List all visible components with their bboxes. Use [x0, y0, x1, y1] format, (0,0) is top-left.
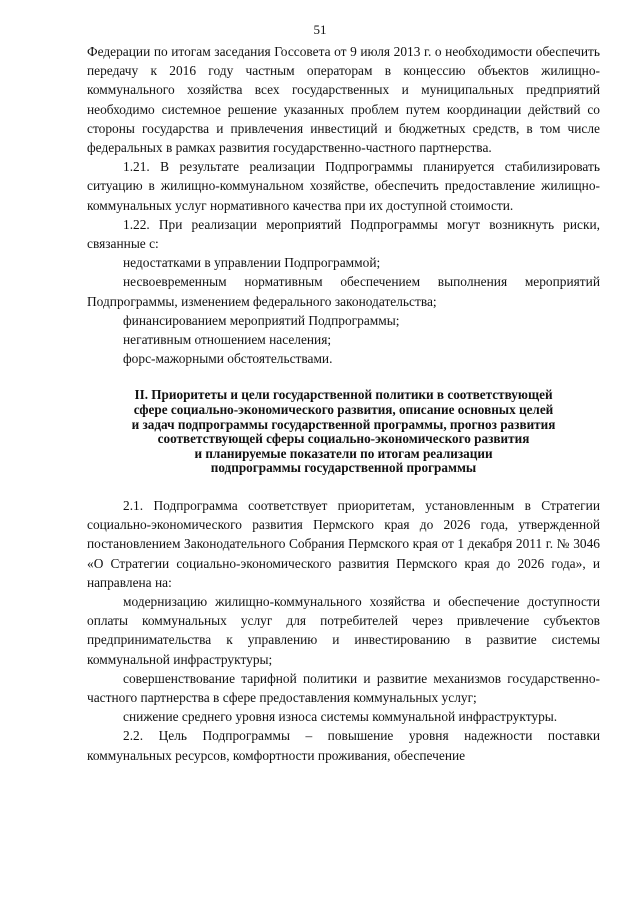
paragraph: 1.22. При реализации мероприятий Подпрограммы могут возникнуть риски, связанные с: [87, 216, 600, 252]
paragraph: 2.1. Подпрограмма соответствует приоритетам, установленным в Стратегии социально-экономического развития Пермского края до 2026 года, утвержденной постановлением Законодательного Собрания Пермского края от 1 декабря 2011 г. № 3046 «О Стратегии социально-экономического развития Пермского края до 2026 года», и направлена на: [87, 498, 600, 590]
heading-line: сфере социально-экономического развития, описание основных целей [133, 402, 554, 418]
spacer [87, 368, 600, 388]
paragraph: негативным отношением населения; [123, 332, 332, 348]
spacer [87, 476, 600, 496]
paragraph: Федерации по итогам заседания Госсовета от 9 июля 2013 г. о необходимости обеспечить передачу к 2016 году частным операторам в концессию объектов жилищно-коммунального хозяйства всех государственных и муниципальных предприятий необходимо системное решение указанных проблем путем координации действий со стороны государства и привлечения инвестиций и бюджетных средств, в том числе федеральных в рамках развития государственно-частного партнерства. [87, 44, 600, 156]
paragraph: 1.21. В результате реализации Подпрограммы планируется стабилизировать ситуацию в жилищно-коммунальном хозяйстве, обеспечить предоставление жилищно-коммунальных услуг нормативного качества при их доступной стоимости. [87, 159, 600, 213]
bottom-paragraphs [87, 496, 600, 765]
heading-line: II. Приоритеты и цели государственной политики в соответствующей [134, 387, 553, 403]
paragraph: совершенствование тарифной политики и развитие механизмов государственно-частного партнерства в сфере предоставления коммунальных услуг; [87, 670, 600, 706]
page-content [87, 42, 600, 765]
heading-line: подпрограммы государственной программы [210, 460, 477, 476]
top-paragraphs [87, 42, 600, 368]
paragraph: модернизацию жилищно-коммунального хозяйства и обеспечение доступности оплаты коммунальных услуг для потребителей через привлечение субъектов предпринимательства к управлению и инвестированию в развитие системы коммунальной инфраструктуры; [87, 594, 600, 667]
page-number: 51 [313, 22, 327, 37]
paragraph: несвоевременным нормативным обеспечением выполнения мероприятий Подпрограммы, изменением федерального законодательства; [87, 274, 600, 309]
section-heading [87, 388, 600, 476]
heading-line: и задач подпрограммы государственной программы, прогноз развития [131, 416, 556, 432]
paragraph: форс-мажорными обстоятельствами. [123, 351, 333, 367]
paragraph: снижение среднего уровня износа системы коммунальной инфраструктуры. [123, 709, 558, 725]
paragraph: 2.2. Цель Подпрограммы – повышение уровня надежности поставки коммунальных ресурсов, комфортности проживания, обеспечение [87, 728, 600, 763]
heading-line: соответствующей сферы социально-экономического развития [157, 431, 530, 447]
paragraph: финансированием мероприятий Подпрограммы; [123, 312, 400, 328]
paragraph: недостатками в управлении Подпрограммой; [123, 255, 381, 271]
heading-line: и планируемые показатели по итогам реализации [194, 445, 493, 461]
